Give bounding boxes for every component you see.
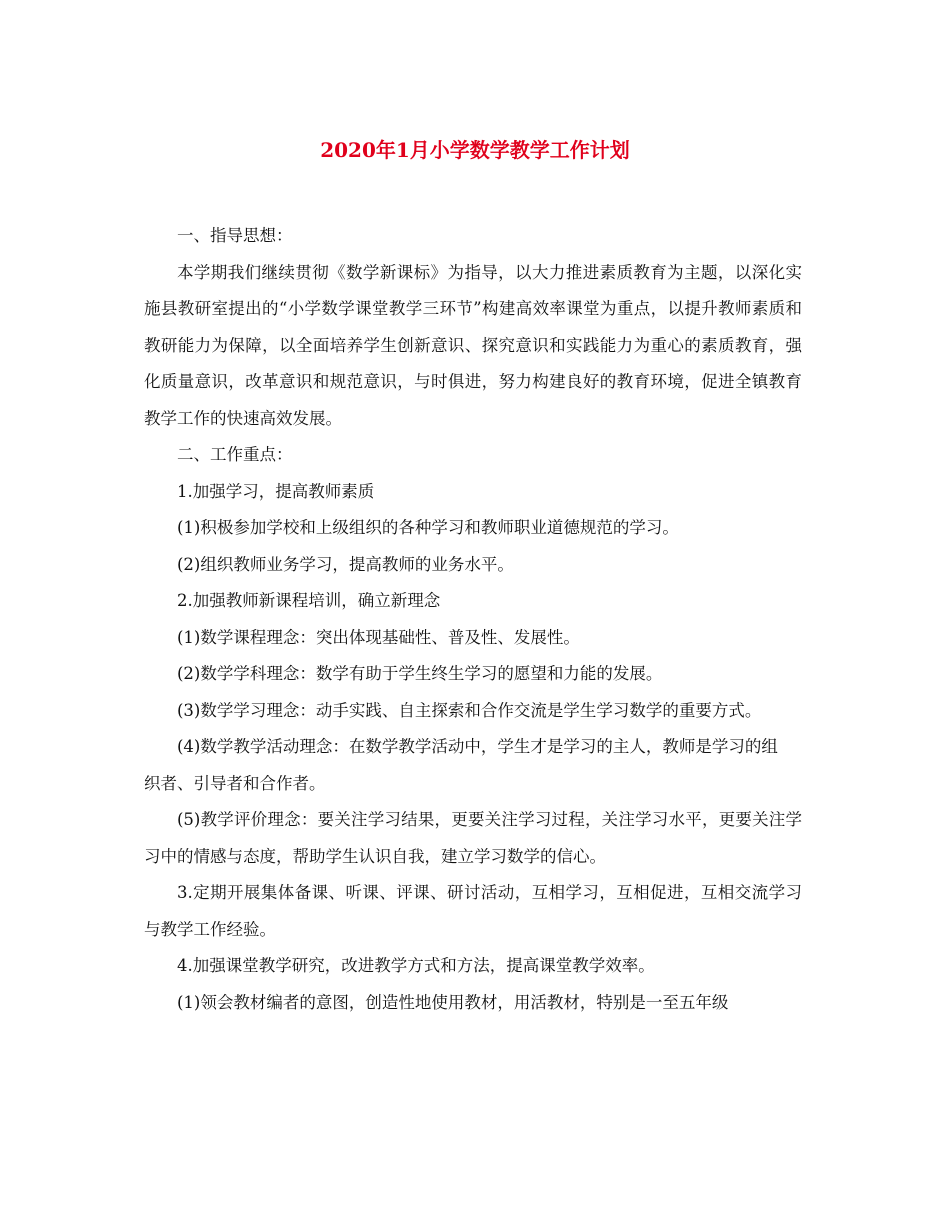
- list-item-1-2: (2)组织教师业务学习，提高教师的业务水平。: [177, 554, 514, 574]
- list-item-1: 1.加强学习，提高教师素质: [177, 481, 375, 501]
- list-item-2-2: (2)数学学科理念：数学有助于学生终生学习的愿望和力能的发展。: [177, 664, 663, 683]
- section-heading-guiding-thought: 一、指导思想：: [177, 226, 293, 245]
- document-title: 2020年1月小学数学教学工作计划: [320, 138, 630, 162]
- list-item-1-1: (1)积极参加学校和上级组织的各种学习和教师职业道德规范的学习。: [177, 518, 679, 537]
- section-heading-work-focus: 二、工作重点：: [177, 445, 293, 464]
- list-item-4: 4.加强课堂教学研究，改进教学方式和方法，提高课堂教学效率。: [177, 956, 655, 975]
- paragraph-guiding-thought: 本学期我们继续贯彻《数学新课标》为指导，以大力推进素质教育为主题，以深化实施县教研室提出的“小学数学课堂教学三环节”构建高效率课堂为重点，以提升教师素质和教研能力为保障，以全面培养学生创新意识、探究意识和实践能力为重心的素质教育，强化质量意识，改革意识和规范意识，与时俱进，努力构建良好的教育环境，促进全镇教育教学工作的快速高效发展。: [144, 262, 802, 428]
- list-item-2-5: (5)教学评价理念：要关注学习结果，更要关注学习过程，关注学习水平，更要关注学习中的情感与态度，帮助学生认识自我，建立学习数学的信心。: [144, 810, 802, 866]
- list-item-2-4-continued: 织者、引导者和合作者。: [144, 773, 326, 793]
- list-item-2-1: (1)数学课程理念：突出体现基础性、普及性、发展性。: [177, 627, 580, 647]
- list-item-2-3: (3)数学学习理念：动手实践、自主探索和合作交流是学生学习数学的重要方式。: [177, 700, 762, 720]
- list-item-2: 2.加强教师新课程培训，确立新理念: [177, 591, 441, 610]
- document-body: [144, 218, 802, 1021]
- list-item-2-4: (4)数学教学活动理念：在数学教学活动中，学生才是学习的主人，教师是学习的组: [177, 737, 778, 756]
- list-item-4-1: (1)领会教材编者的意图，创造性地使用教材，用活教材，特别是一至五年级: [177, 992, 729, 1012]
- list-item-3: 3.定期开展集体备课、听课、评课、研讨活动，互相学习，互相促进，互相交流学习与教学工作经验。: [144, 883, 802, 939]
